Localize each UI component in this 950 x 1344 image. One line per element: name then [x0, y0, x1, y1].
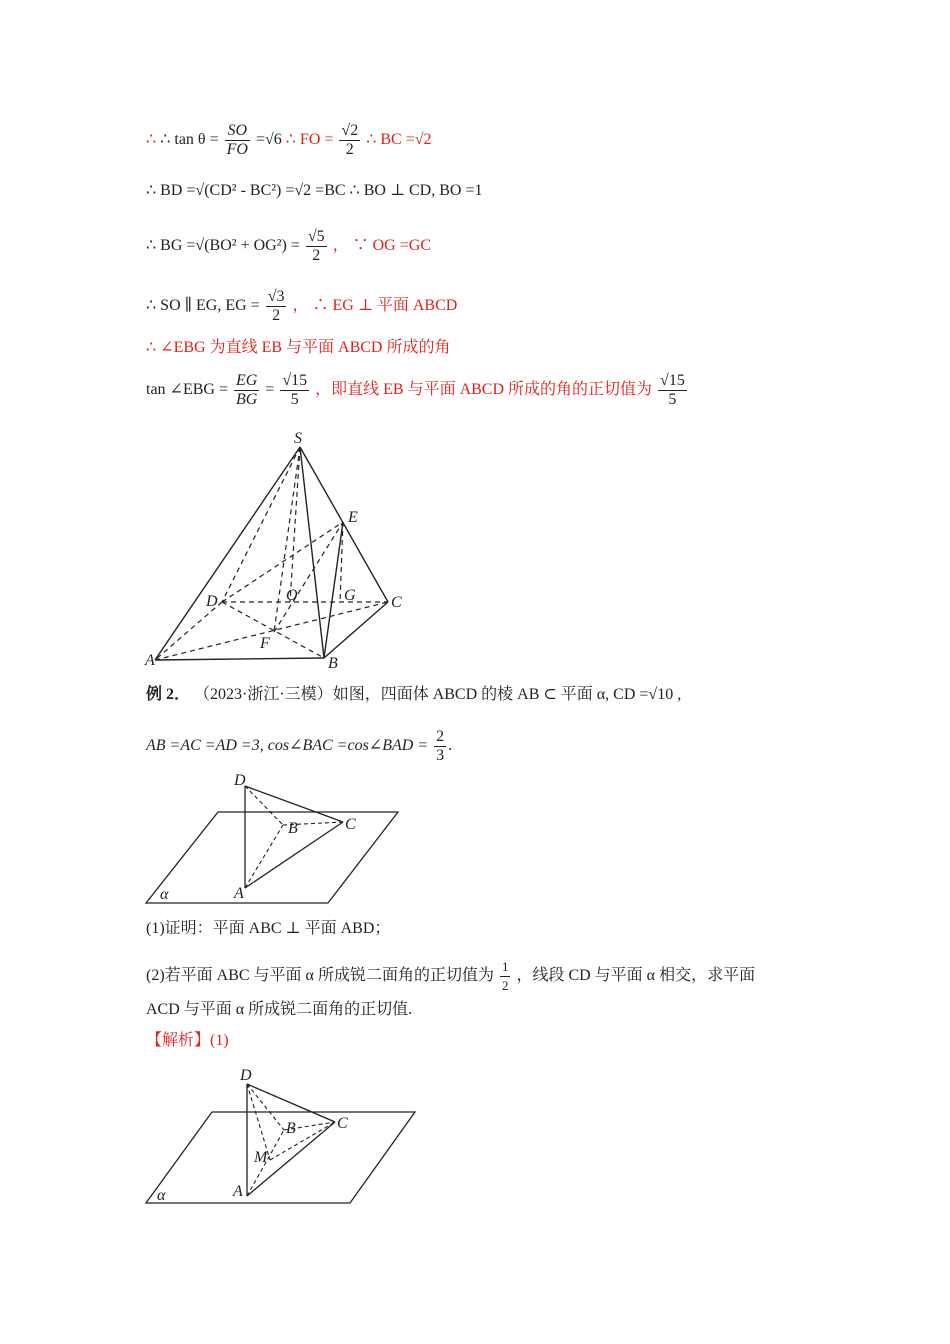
frac-num: 2 [436, 728, 445, 745]
frac-num: √15 [282, 372, 308, 389]
therefore-symbol: ∴ [146, 131, 161, 149]
label-g: G [344, 587, 356, 604]
frac-den: 5 [290, 391, 299, 408]
label-s: S [294, 430, 302, 447]
solution-line-1 [146, 122, 432, 159]
fig3-label-alpha: α [157, 1187, 166, 1204]
fraction-sqrt2-2 [339, 122, 360, 159]
fig3-label-m: M [254, 1149, 268, 1166]
frac-num: √2 [341, 122, 359, 139]
tetrahedron-figure-with-m [140, 1062, 425, 1212]
analysis-part: (1) [210, 1032, 229, 1049]
frac-num: 1 [500, 958, 511, 977]
solution-line-4 [146, 288, 457, 325]
solution-line-6 [146, 372, 689, 409]
analysis-label: 【解析】 [146, 1032, 211, 1049]
fraction-1-2 [500, 958, 511, 995]
fo-label: ∴ FO = [285, 131, 334, 149]
question-2-text-a: (2)若平面 ABC 与平面 α 所成锐二面角的正切值为 [146, 967, 494, 985]
fig3-label-c: C [337, 1115, 348, 1132]
question-2-text-b: ，线段 CD 与平面 α 相交，求平面 [516, 967, 756, 985]
solution-line-2 [146, 181, 482, 201]
question-2-line-1 [146, 958, 755, 995]
tan-ebg-label: tan ∠EBG = [146, 381, 228, 399]
label-f: F [260, 635, 270, 652]
fig2-label-alpha: α [160, 886, 169, 903]
frac-num: √15 [660, 372, 685, 389]
fraction-so-fo [225, 122, 250, 159]
equals-sign: = [265, 381, 275, 399]
label-d: D [206, 593, 218, 610]
bc-equals: ∴ BC =√2 [366, 131, 432, 149]
frac-den: 2 [312, 247, 321, 264]
example-label: 例 2． [146, 686, 191, 703]
frac-num: SO [225, 122, 250, 141]
fraction-sqrt3-2 [266, 288, 287, 325]
example-stem-text: 如图，四面体 ABCD 的棱 AB ⊂ 平面 α, CD =√10 , [332, 686, 682, 703]
question-1-text: (1)证明：平面 ABC ⊥ 平面 ABD； [146, 920, 391, 937]
tan-theta-label: ∴ tan θ = [160, 131, 219, 149]
fig3-label-d: D [240, 1067, 252, 1084]
fraction-eg-bg [234, 372, 259, 409]
bg-equation: ∴ BG =√(BO² + OG²) = [146, 237, 300, 255]
label-b: B [328, 655, 338, 672]
fraction-sqrt15-5-final [658, 372, 687, 409]
tangent-conclusion: ，即直线 EB 与平面 ABCD 所成的角的正切值为 [315, 381, 653, 399]
frac-den: 2 [501, 978, 509, 993]
question-2-line-2 [146, 1000, 412, 1020]
label-o: O [286, 587, 298, 604]
frac-den: FO [226, 141, 248, 158]
solution-line-3 [146, 228, 431, 265]
fig2-label-b: B [288, 820, 298, 837]
frac-num: EG [235, 372, 258, 389]
so-parallel-eg: ∴ SO ∥ EG, EG = [146, 297, 260, 315]
fig3-label-a: A [233, 1183, 243, 1200]
frac-den: 3 [436, 747, 445, 764]
frac-num: √3 [267, 288, 285, 305]
fig2-label-a: A [234, 885, 244, 902]
eg-perp-plane: ， ∴ EG ⊥ 平面 ABCD [292, 297, 458, 315]
fig2-label-c: C [345, 816, 356, 833]
frac-den: 2 [345, 141, 354, 158]
frac-den: BG [235, 391, 258, 408]
fig3-label-b: B [286, 1120, 296, 1137]
tetrahedron-figure [140, 770, 410, 910]
period: . [448, 737, 453, 755]
conditions-text: AB =AC =AD =3, cos∠BAC =cos∠BAD = [146, 737, 429, 755]
fraction-2-3 [434, 728, 446, 765]
bd-equation: ∴ BD =√(CD² - BC²) =√2 =BC ∴ BO ⊥ CD, BO =1 [146, 182, 483, 199]
solution-line-5 [146, 338, 451, 358]
equals-sqrt6: =√6 [255, 131, 282, 149]
question-2-text-c: ACD 与平面 α 所成锐二面角的正切值. [146, 1001, 413, 1018]
label-e: E [348, 509, 358, 526]
fraction-sqrt5-2 [306, 228, 327, 265]
example2-stem [146, 685, 681, 705]
angle-ebg-statement: ∴ ∠EBG 为直线 EB 与平面 ABCD 所成的角 [146, 339, 451, 356]
fraction-sqrt15-5 [280, 372, 309, 409]
question-1 [146, 919, 390, 939]
og-equals-gc: ， ∵ OG =GC [332, 237, 431, 255]
example-source: （2023·浙江·三模） [194, 686, 333, 703]
label-a: A [145, 652, 155, 669]
frac-num: √5 [307, 228, 325, 245]
frac-den: 5 [668, 391, 677, 408]
pyramid-figure [140, 425, 420, 675]
label-c: C [391, 594, 402, 611]
frac-den: 2 [272, 307, 281, 324]
fig2-label-d: D [234, 772, 246, 789]
analysis-heading [146, 1031, 229, 1051]
example2-conditions [146, 728, 452, 765]
